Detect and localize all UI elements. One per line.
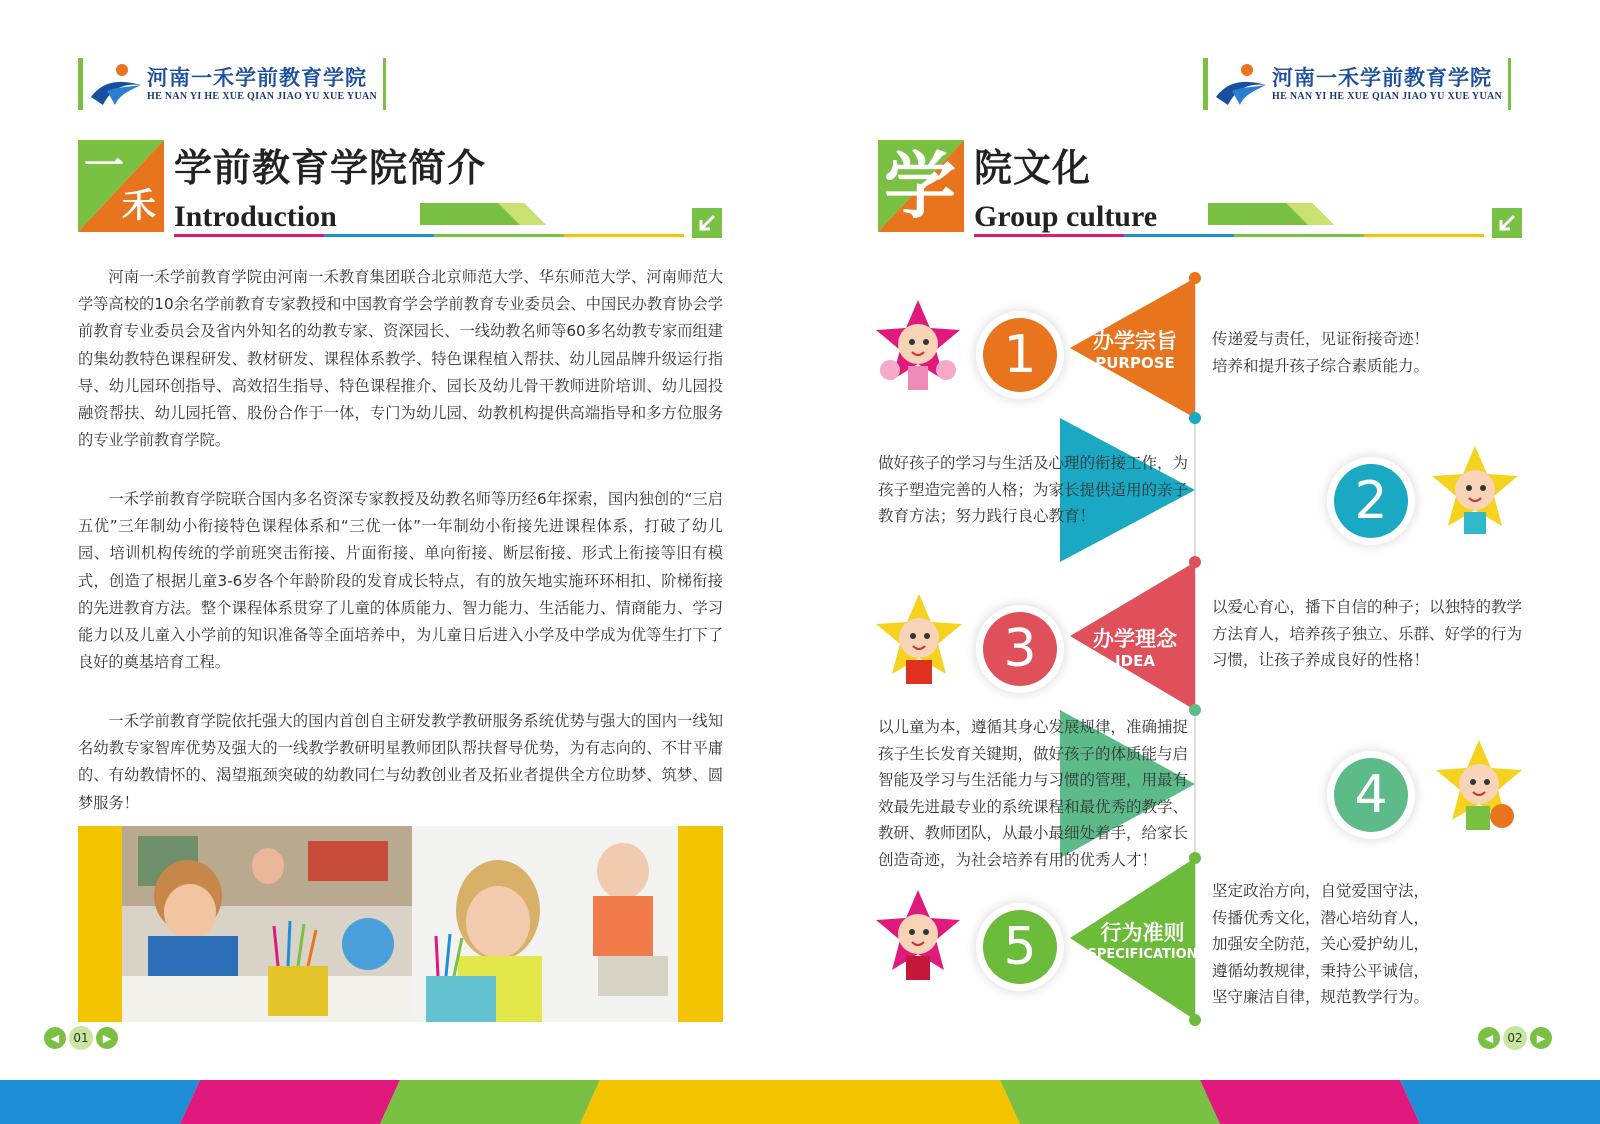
item-text-2: 做好孩子的学习与生活及心理的衔接工作，为孩子塑造完善的人格；为家长提供适用的亲子教育方法；努力践行良心教育！: [878, 454, 1189, 525]
item-label-en: SPECIFICATION: [1087, 947, 1198, 962]
item-label-2: [1196, 478, 1306, 522]
item-text-1: 传递爱与责任，见证衔接奇迹！ 培养和提升孩子综合素质能力。: [1212, 330, 1430, 375]
item-text-5: 坚定政治方向，自觉爱国守法， 传播优秀文化，潜心培幼育人， 加强安全防范，关心爱护幼儿， 遵循幼教规律，秉持公平诚信， 坚守廉洁自律，规范教学行为。: [1212, 882, 1430, 1006]
section-subtitle: Group culture: [974, 200, 1158, 233]
intro-paragraph-1: 河南一禾学前教育学院由河南一禾教育集团联合北京师范大学、华东师范大学、河南师范大学等高校的10余名学前教育专家教授和中国教育学会学前教育专业委员会、中国民办教育协会学前教育专业委员会及省内外知名的幼教专家、资深园长、一线幼教名师等60多名幼教专家而组建的集幼教特色课程研发、教材研发、课程体系教学、特色课程植入帮扶、幼儿园品牌升级运行指导、幼儿园环创指导、高效招生指导、特色课程推介、园长及幼儿骨干教师进阶培训、幼儿园投融资帮扶、幼儿园托管、股份合作于一体，专门为幼儿园、幼教机构提供高端指导和多方位服务的专业学前教育学院。: [78, 268, 723, 450]
item-label-5: [1080, 920, 1205, 964]
section-title: 学前教育学院简介: [174, 146, 487, 190]
logo-bar: [383, 58, 386, 110]
item-label-cn: 办学核心: [1209, 775, 1293, 799]
page-number: 02: [1503, 1026, 1527, 1050]
badge-char-top: 一: [84, 143, 124, 189]
arrow-down-left-icon: [692, 208, 722, 238]
section-badge: [78, 140, 164, 232]
logo-right: [1203, 58, 1511, 110]
decor-stripe: [1208, 203, 1338, 225]
item-label-en: MISSION: [1214, 504, 1288, 522]
mascot-star-icon: [876, 594, 962, 698]
next-page-icon[interactable]: ▶: [96, 1027, 118, 1049]
intro-paragraph-3: 一禾学前教育学院依托强大的国内首创自主研发教学教研服务系统优势与强大的国内一线知名幼教专家智库优势及强大的一线教学教研明星教师团队帮扶督导优势，为有志向的、不甘平庸的、有幼教情怀的、渴望瓶颈突破的幼教同仁与幼教创业者及拓业者提供全方位助梦、筑梦、圆梦服务！: [78, 712, 723, 812]
divider: [1234, 234, 1364, 237]
divider: [324, 234, 434, 237]
mascot-flower-icon: [876, 890, 960, 990]
item-number-1: 1: [983, 318, 1057, 392]
divider: [174, 234, 324, 237]
logo-bar: [1203, 58, 1208, 110]
item-number-2: 2: [1334, 464, 1408, 538]
item-label-1: [1080, 328, 1190, 372]
logo-bar: [1508, 58, 1511, 110]
item-label-cn: 办学宗旨: [1093, 329, 1177, 353]
divider: [1364, 234, 1484, 237]
mascot-flower-icon: [876, 300, 960, 400]
divider: [564, 234, 684, 237]
item-text-3: 以爱心育心，播下自信的种子；以独特的教学方法育人，培养孩子独立、乐群、好学的行为习惯，让孩子养成良好的性格！: [1212, 598, 1523, 669]
prev-page-icon[interactable]: ◀: [1478, 1027, 1500, 1049]
arrow-down-left-icon: [1492, 208, 1522, 238]
item-number-4: 4: [1334, 758, 1408, 832]
pagination-right: [1478, 1026, 1552, 1050]
item-label-4: [1196, 774, 1306, 818]
footer-color-band: [0, 1080, 1600, 1124]
logo-bar: [78, 58, 83, 110]
section-subtitle: Introduction: [174, 200, 337, 233]
logo-pinyin: HE NAN YI HE XUE QIAN JIAO YU XUE YUAN: [1272, 91, 1503, 102]
item-label-en: CORE: [1228, 800, 1274, 818]
divider: [1124, 234, 1234, 237]
prev-page-icon[interactable]: ◀: [44, 1027, 66, 1049]
item-label-cn: 办学使命: [1209, 479, 1293, 503]
logo-name: 河南一禾学前教育学院: [147, 65, 367, 90]
item-label-en: PURPOSE: [1095, 354, 1175, 372]
item-number-5: 5: [983, 910, 1057, 984]
section-badge: [878, 140, 964, 232]
item-text-4: 以儿童为本，遵循其身心发展规律，准确捕捉孩子生长发育关键期，做好孩子的体质能与启智能及学习与生活能力与习惯的管理，用最有效最先进最专业的系统课程和最优秀的教学、教研、教师团队，从最小最细处着手，给家长创造奇迹，为社会培养有用的优秀人才！: [878, 718, 1189, 869]
badge-char-bottom: 禾: [122, 186, 156, 226]
pagination-left: [44, 1026, 118, 1050]
logo-name: 河南一禾学前教育学院: [1272, 65, 1492, 90]
logo-pinyin: HE NAN YI HE XUE QIAN JIAO YU XUE YUAN: [147, 91, 378, 102]
divider: [974, 234, 1124, 237]
item-number-3: 3: [983, 612, 1057, 686]
kids-photo: [78, 826, 723, 1022]
badge-char: 学: [884, 144, 957, 228]
page-number: 01: [69, 1026, 93, 1050]
section-title: 院文化: [974, 146, 1092, 190]
decor-stripe: [420, 203, 550, 225]
item-label-cn: 办学理念: [1093, 627, 1177, 651]
divider: [434, 234, 564, 237]
intro-paragraph-2: 一禾学前教育学院联合国内多名资深专家教授及幼教名师等历经6年探索，国内独创的“三启五优”三年制幼小衔接特色课程体系和“三优一体”一年制幼小衔接先进课程体系，打破了幼儿园、培训机构传统的学前班突击衔接、片面衔接、单向衔接、断层衔接、形式上衔接等旧有模式，创造了根据儿童3-6岁各个年龄阶段的发育成长特点，有的放矢地实施环环相扣、阶梯衔接的先进教育方法。整个课程体系贯穿了儿童的体质能力、智力能力、生活能力、情商能力、学习能力以及儿童入小学前的知识准备等全面培养中，为儿童日后进入小学及中学成为优等生打下了良好的奠基培育工程。: [78, 490, 723, 672]
next-page-icon[interactable]: ▶: [1530, 1027, 1552, 1049]
item-label-cn: 行为准则: [1100, 921, 1185, 945]
item-label-en: IDEA: [1115, 652, 1155, 670]
mascot-star-icon: [1436, 740, 1522, 844]
item-label-3: [1080, 626, 1190, 670]
logo-left: [78, 58, 386, 110]
logo-mark-icon: [1214, 61, 1270, 107]
logo-mark-icon: [89, 61, 145, 107]
mascot-star-icon: [1432, 446, 1518, 546]
